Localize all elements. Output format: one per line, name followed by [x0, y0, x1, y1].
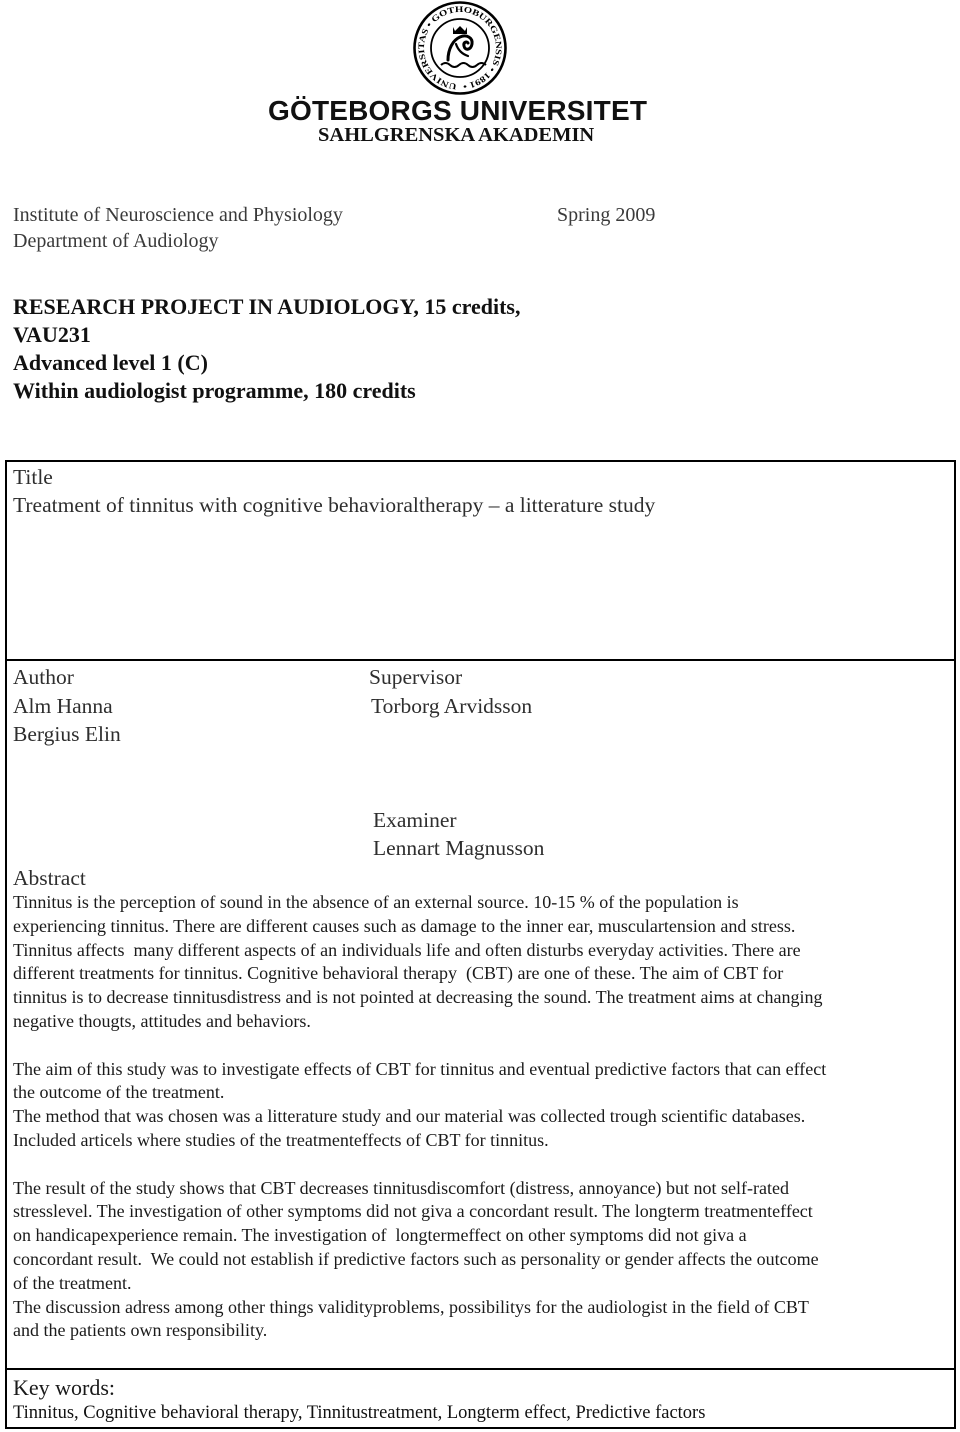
abstract-line: The method that was chosen was a litterature study and our material was collected trough scientific databases. — [13, 1106, 806, 1127]
abstract-line: the outcome of the treatment. — [13, 1082, 225, 1103]
supervisor-section — [369, 663, 532, 720]
abstract-line: different treatments for tinnitus. Cognitive behavioral therapy (CBT) are one of these. The aim of CBT for — [13, 963, 784, 984]
abstract-line: stresslevel. The investigation of other symptoms did not giva a concordant result. The longterm treatmenteffect — [13, 1201, 813, 1222]
course-line-2: VAU231 — [13, 322, 91, 347]
keywords-label: Key words: — [13, 1375, 116, 1400]
author-section — [13, 663, 121, 749]
supervisor-name: Torborg Arvidsson — [371, 693, 533, 718]
keywords-value: Tinnitus, Cognitive behavioral therapy, Tinnitustreatment, Longterm effect, Predictive factors — [13, 1403, 706, 1423]
institute-name: Institute of Neuroscience and Physiology — [13, 204, 343, 226]
abstract-line: concordant result. We could not establish if predictive factors such as personality or gender affects the outcome — [13, 1248, 819, 1269]
seal-outer-ring — [415, 3, 506, 94]
examiner-section — [373, 806, 544, 862]
seal-emblem-icon — [441, 26, 486, 67]
abstract-label: Abstract — [13, 866, 86, 890]
abstract-line: The result of the study shows that CBT decreases tinnitusdiscomfort (distress, annoyance) but not self-rated — [13, 1177, 789, 1198]
abstract-line: of the treatment. — [13, 1272, 132, 1293]
examiner-name: Lennart Magnusson — [373, 836, 545, 860]
seal-lettering: UNIVERSITAS • GOTHOBURGENSIS • 1891 • — [415, 3, 505, 92]
supervisor-label: Supervisor — [369, 665, 463, 689]
divider-keywords — [5, 1368, 956, 1370]
abstract-line: negative thougts, attitudes and behaviors. — [13, 1010, 311, 1031]
course-line-3: Advanced level 1 (C) — [13, 350, 208, 375]
title-label: Title — [13, 465, 53, 489]
abstract-body — [13, 891, 826, 1343]
author-name: Bergius Elin — [13, 722, 121, 746]
abstract-line: tinnitus is to decrease tinnitusdistress and is not pointed at decreasing the sound. The treatment aims at changing — [13, 987, 823, 1008]
abstract-line: The discussion adress among other things validityproblems, possibilitys for the audiologist in the field of CBT — [13, 1296, 809, 1317]
faculty-name: SAHLGRENSKA AKADEMIN — [318, 124, 595, 146]
department-name: Department of Audiology — [13, 230, 219, 252]
abstract-line: on handicapexperience remain. The investigation of longtermeffect on other symptoms did not giva a — [13, 1225, 747, 1246]
university-name: GÖTEBORGS UNIVERSITET — [268, 95, 648, 126]
abstract-line: and the patients own responsibility. — [13, 1320, 268, 1341]
author-label: Author — [13, 665, 74, 689]
institute-block — [13, 202, 343, 254]
course-line-1: RESEARCH PROJECT IN AUDIOLOGY, 15 credits, — [13, 294, 521, 319]
title-value: Treatment of tinnitus with cognitive behavioraltherapy – a litterature study — [13, 493, 656, 517]
course-line-4: Within audiologist programme, 180 credits — [13, 378, 416, 403]
abstract-paragraph — [13, 1177, 826, 1344]
abstract-line: Included articels where studies of the treatmenteffects of CBT for tinnitus. — [13, 1129, 549, 1150]
university-seal-logo — [412, 0, 508, 96]
abstract-line: experiencing tinnitus. There are different causes such as damage to the inner ear, musculartension and stress. — [13, 915, 796, 936]
abstract-line: Tinnitus affects many different aspects of an individuals life and often disturbs everyday activities. There are — [13, 939, 801, 960]
abstract-paragraph — [13, 891, 826, 1034]
term: Spring 2009 — [557, 204, 656, 226]
divider-title-author — [5, 659, 956, 661]
abstract-line: Tinnitus is the perception of sound in the absence of an external source. 10-15 % of the population is — [13, 892, 739, 912]
svg-text:UNIVERSITAS • GOTHOBURGENSIS • — [416, 4, 504, 92]
examiner-label: Examiner — [373, 808, 457, 832]
abstract-line: The aim of this study was to investigate effects of CBT for tinnitus and eventual predictive factors that can effect — [13, 1058, 827, 1079]
title-section — [13, 463, 655, 519]
abstract-paragraph — [13, 1058, 826, 1153]
author-name: Alm Hanna — [13, 693, 113, 718]
course-heading — [13, 293, 521, 405]
